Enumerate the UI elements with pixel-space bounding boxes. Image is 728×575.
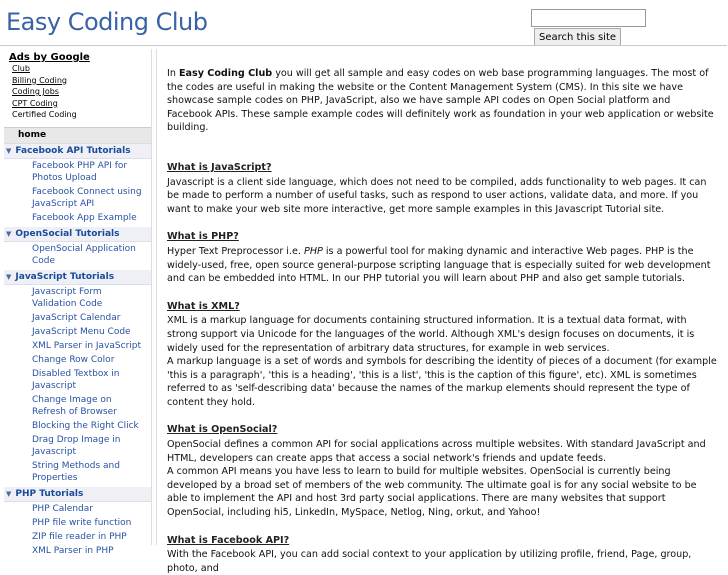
opensocial-text: A common API means you have less to learn to build for multiple websites. OpenSocial is currently being developed by a broad set of members of the web community. The ultimate goal is for any social website to be able to implement the API and host 3rd party social applications. There are many websites that support OpenSocial, including hi5, LinkedIn, MySpace, Netlog, Ning, orkut, and Yahoo! (167, 466, 697, 519)
sidebar-item[interactable]: ZIP file reader in PHP (32, 531, 127, 542)
ad-link[interactable]: Club (12, 64, 30, 73)
triangle-down-icon: ▼ (6, 272, 12, 281)
sidebar-section-opensocial[interactable] (4, 227, 151, 242)
php-text-part: Hyper Text Preprocessor i.e. (167, 245, 305, 257)
sidebar-item[interactable]: PHP Calendar (32, 503, 93, 514)
ad-link[interactable]: Coding Jobs (12, 87, 59, 96)
header-divider (0, 45, 727, 46)
sidebar-item[interactable]: XML Parser in PHP (32, 545, 114, 556)
intro-paragraph (167, 67, 718, 135)
sidebar-item[interactable]: Change Image on Refresh of Browser (32, 394, 117, 417)
sidebar-item[interactable]: JavaScript Menu Code (32, 326, 131, 337)
sidebar-section-php[interactable] (4, 487, 151, 502)
javascript-heading[interactable]: What is JavaScript? (167, 161, 272, 173)
sidebar-item[interactable]: PHP file write function (32, 517, 132, 528)
site-title[interactable]: Easy Coding Club (6, 8, 208, 36)
sidebar-item[interactable]: Change Row Color (32, 354, 115, 365)
sidebar (4, 49, 152, 556)
triangle-down-icon: ▼ (6, 229, 12, 238)
opensocial-heading[interactable]: What is OpenSocial? (167, 424, 278, 436)
opensocial-text: OpenSocial defines a common API for social applications across multiple websites. With standard JavaScript and HTML, developers can create apps that access a social network's friends and update feeds. (167, 439, 706, 464)
triangle-down-icon: ▼ (6, 489, 12, 498)
search-input[interactable] (531, 9, 646, 27)
xml-text: A markup language is a set of words and symbols for describing the identity of pieces of a document (for example 'this is a paragraph', 'this is a heading', 'this is a list', 'this is the caption of this figure', etc). XML is sometimes referred to as 'self-describing data' because the names of the markup elements should represent the type of content they hold. (167, 356, 717, 408)
sidebar-item[interactable]: Blocking the Right Click (32, 420, 139, 431)
php-term: PHP (304, 245, 323, 257)
intro-text: you will get all sample and easy codes on web base programming languages. The most of the codes are useful in making the website or the Content Management System (CMS). In this site we have showcase sample codes on PHP, JavaScript, also we have sample API codes on Open Social platform and Facebook APIs. These sample example codes will definitely work as foundation in your web application or website building. (167, 68, 714, 134)
sidebar-section-facebook[interactable] (4, 144, 151, 159)
sidebar-item[interactable]: Drag Drop Image in Javascript (32, 434, 121, 457)
sidebar-item[interactable]: Facebook App Example (32, 212, 137, 223)
xml-heading[interactable]: What is XML? (167, 300, 240, 312)
facebook-heading[interactable]: What is Facebook API? (167, 534, 290, 546)
triangle-down-icon: ▼ (6, 146, 12, 155)
sidebar-item[interactable]: JavaScript Calendar (32, 312, 121, 323)
php-text-part: is a powerful tool for making dynamic and interactive Web pages. PHP is the widely-used, free, open source general-purpose scripting language that is especially suited for web development and can be embedded into HTML. In our PHP tutorial you will learn about PHP and also get sample tutorials. (167, 245, 711, 285)
ad-link[interactable]: Billing Coding (12, 75, 67, 85)
ad-link[interactable]: Certified Coding (12, 110, 77, 119)
sidebar-section-javascript[interactable] (4, 270, 151, 285)
ad-link[interactable]: CPT Coding (12, 98, 58, 108)
sidebar-item[interactable]: Facebook PHP API for Photos Upload (32, 160, 128, 183)
intro-text: In (167, 68, 179, 79)
sidebar-section-label: Facebook API Tutorials (15, 145, 131, 156)
facebook-text: With the Facebook API, you can add social context to your application by utilizing profile, friend, Page, group, photo, and (167, 549, 692, 574)
main-content (156, 49, 728, 574)
php-text (167, 245, 718, 286)
intro-site-name: Easy Coding Club (178, 68, 273, 79)
sidebar-section-label: PHP Tutorials (15, 488, 84, 499)
ads-title[interactable]: Ads by Google (9, 52, 90, 63)
sidebar-item[interactable]: OpenSocial Application Code (32, 243, 136, 266)
php-heading[interactable]: What is PHP? (167, 231, 239, 243)
sidebar-item-home[interactable]: home (4, 128, 151, 144)
search-button[interactable]: Search this site (534, 28, 621, 46)
sidebar-nav (4, 127, 151, 558)
sidebar-item[interactable]: Facebook Connect using JavaScript API (32, 186, 142, 209)
sidebar-item[interactable]: Javascript Form Validation Code (32, 286, 103, 309)
search-form (531, 9, 727, 47)
sidebar-section-label: JavaScript Tutorials (15, 271, 115, 282)
sidebar-item[interactable]: String Methods and Properties (32, 460, 120, 483)
xml-text: XML is a markup language for documents containing structured information. It is a textual data format, with strong support via Unicode for the languages of the world. Although XML's design focuses on documents, it is widely used for the representation of arbitrary data structures, for example in web services. (167, 315, 695, 354)
sidebar-item[interactable]: XML Parser in JavaScript (32, 340, 142, 351)
javascript-text: Javascript is a client side language, which does not need to be compiled, adds functionality to web pages. It can be made to perform a number of useful tasks, such as respond to user actions, validate data, and more. If you want to make your web site more interactive, get more sample examples in this Javascript Tutorial site. (167, 176, 707, 215)
sidebar-section-label: OpenSocial Tutorials (15, 228, 120, 239)
sidebar-item[interactable]: Disabled Textbox in Javascript (32, 368, 120, 391)
ads-block (4, 49, 151, 121)
